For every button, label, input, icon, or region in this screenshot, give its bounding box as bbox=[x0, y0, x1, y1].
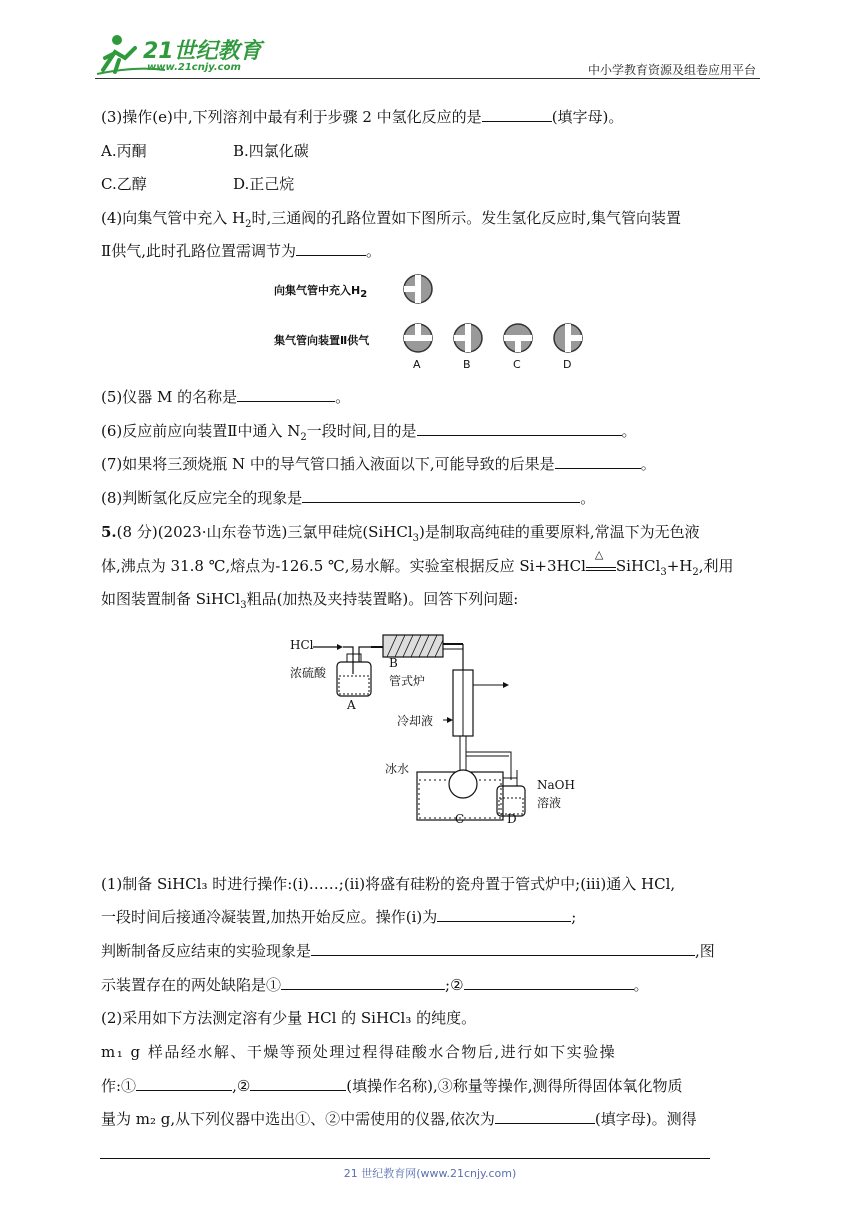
valve-opt-b-label: B bbox=[463, 358, 471, 371]
q3-stem bbox=[101, 107, 623, 127]
valve-option-a-icon bbox=[404, 324, 432, 352]
q6-end: 。 bbox=[621, 422, 637, 440]
p5q2-line4 bbox=[101, 1109, 697, 1129]
q4-answer-blank[interactable] bbox=[296, 241, 366, 256]
logo-text: 21世纪教育 bbox=[143, 39, 262, 64]
valve-opt-d-label: D bbox=[563, 358, 572, 371]
p5q2-line1: (2)采用如下方法测定溶有少量 HCl 的 SiHCl₃ 的纯度。 bbox=[101, 1009, 477, 1027]
naoh-label: NaOH bbox=[537, 778, 575, 792]
logo-url: www.21cnjy.com bbox=[147, 62, 241, 73]
p5q1-op-blank[interactable] bbox=[437, 907, 571, 922]
hcl-label: HCl bbox=[290, 638, 314, 652]
valve-opt-c-label: C bbox=[513, 358, 521, 371]
solution-label: 溶液 bbox=[537, 796, 562, 810]
q3-stem-text: (3)操作(e)中,下列溶剂中最有利于步骤 2 中氢化反应的是 bbox=[101, 108, 482, 126]
q7-answer-blank[interactable] bbox=[555, 454, 641, 469]
q8-text: (8)判断氢化反应完全的现象是 bbox=[101, 489, 303, 507]
p5-number: 5. bbox=[101, 523, 117, 541]
p5q1-line4 bbox=[101, 975, 649, 995]
p5q1-l2-text: 一段时间后接通冷凝装置,加热开始反应。操作(ⅰ)为 bbox=[101, 908, 438, 926]
furnace-label: 管式炉 bbox=[389, 674, 426, 688]
p5q2-l3-a: 作:① bbox=[101, 1077, 137, 1095]
p5-line1: 5.(8 分)(2023·山东卷节选)三氯甲硅烷(SiHCl$_3$)是制取高纯硅的重要原料,常温下为无色液 bbox=[101, 523, 700, 544]
site-logo[interactable] bbox=[95, 30, 265, 78]
valve-label-fill: 向集气管中充入$H_2$ bbox=[274, 284, 368, 301]
p5q2-line3 bbox=[101, 1076, 683, 1096]
q8 bbox=[101, 488, 595, 508]
p5-l2-a: 体,沸点为 31.8 ℃,熔点为-126.5 ℃,易水解。实验室根据反应 Si+3HCl bbox=[101, 557, 586, 575]
p5-l3-a: 如图装置制备 SiHCl bbox=[101, 590, 241, 608]
label-b: B bbox=[389, 656, 398, 670]
q5-answer-blank[interactable] bbox=[237, 387, 335, 402]
footer-divider bbox=[100, 1158, 710, 1159]
p5q2-l4-a: 量为 m₂ g,从下列仪器中选出①、②中需使用的仪器,依次为 bbox=[101, 1110, 495, 1128]
label-d: D bbox=[507, 812, 517, 826]
q4-line2-a: Ⅱ供气,此时孔路位置需调节为 bbox=[101, 242, 296, 260]
p5q1-l3-text: 判断制备反应结束的实验现象是 bbox=[101, 942, 312, 960]
valve-fill-icon bbox=[404, 275, 432, 303]
q3-opt-a: A.丙酮 bbox=[101, 142, 147, 160]
p5q2-l3-b: ,② bbox=[232, 1077, 251, 1095]
q7-end: 。 bbox=[640, 455, 656, 473]
p5q2-op1-blank[interactable] bbox=[136, 1076, 232, 1091]
q5-text: (5)仪器 M 的名称是 bbox=[101, 388, 238, 406]
valve-option-c-icon bbox=[504, 324, 532, 352]
valve-option-b-icon bbox=[454, 324, 482, 352]
p5q1-phenomenon-blank[interactable] bbox=[311, 941, 695, 956]
apparatus-figure bbox=[285, 630, 595, 830]
q5-end: 。 bbox=[335, 388, 351, 406]
p5q1-l2-end: ; bbox=[571, 908, 577, 926]
q3-answer-blank[interactable] bbox=[482, 107, 552, 122]
valve-option-d-icon bbox=[554, 324, 582, 352]
p5q1-defect2-blank[interactable] bbox=[464, 975, 634, 990]
p5q1-line2 bbox=[101, 907, 576, 927]
p5-l3-b: 粗品(加热及夹持装置略)。回答下列问题: bbox=[246, 590, 519, 608]
q3-opt-c: C.乙醇 bbox=[101, 175, 147, 193]
sulfuric-acid-label: 浓硫酸 bbox=[290, 666, 327, 680]
q3-stem-end: (填字母)。 bbox=[551, 108, 624, 126]
valve-label-supply: 集气管向装置Ⅱ供气 bbox=[274, 334, 370, 347]
p5q1-l4-end: 。 bbox=[633, 976, 649, 994]
reaction-arrow bbox=[586, 548, 616, 571]
q5 bbox=[101, 387, 350, 407]
q4-line2-b: 。 bbox=[365, 242, 381, 260]
valve-figure bbox=[270, 272, 590, 377]
q3-opt-d: D.正己烷 bbox=[233, 175, 295, 193]
q8-answer-blank[interactable] bbox=[302, 488, 580, 503]
q7 bbox=[101, 454, 656, 474]
q6-text-a: (6)反应前应向装置Ⅱ中通入 N bbox=[101, 422, 301, 440]
platform-title: 中小学教育资源及组卷应用平台 bbox=[587, 63, 756, 77]
p5q2-line2: m₁ g 样品经水解、干燥等预处理过程得硅酸水合物后,进行如下实验操 bbox=[101, 1043, 617, 1061]
q6-text-b: 一段时间,目的是 bbox=[306, 422, 417, 440]
p5-l2-b: SiHCl bbox=[615, 557, 661, 575]
p5q2-l3-c: (填操作名称),③称量等操作,测得所得固体氧化物质 bbox=[346, 1077, 683, 1095]
label-c: C bbox=[455, 812, 465, 826]
q8-end: 。 bbox=[580, 489, 596, 507]
p5q1-l4-text: 示装置存在的两处缺陷是① bbox=[101, 976, 282, 994]
p5q1-defect1-blank[interactable] bbox=[281, 975, 445, 990]
q7-text: (7)如果将三颈烧瓶 N 中的导气管口插入液面以下,可能导致的后果是 bbox=[101, 455, 555, 473]
p5q1-l3-end: ,图 bbox=[695, 942, 715, 960]
coolant-label: 冷却液 bbox=[397, 714, 434, 728]
ice-water-label: 冰水 bbox=[385, 762, 410, 776]
q4-line1-a: (4)向集气管中充入 H bbox=[101, 209, 246, 227]
p5q1-line3 bbox=[101, 941, 715, 961]
q6-answer-blank[interactable] bbox=[417, 421, 622, 436]
footer-link[interactable]: 21 世纪教育网(www.21cnjy.com) bbox=[343, 1167, 517, 1180]
header-divider bbox=[95, 78, 760, 79]
p5-line2: 体,沸点为 31.8 ℃,熔点为-126.5 ℃,易水解。实验室根据反应 Si+3HCl △ $SiHCl_3+H_2$,利用 bbox=[101, 556, 734, 583]
q4-line1: (4)向集气管中充入 $H_2$时,三通阀的孔路位置如下图所示。发生氢化反应时,集气管向装置 bbox=[101, 209, 682, 230]
p5q2-instrument-blank[interactable] bbox=[495, 1109, 595, 1124]
p5q2-op2-blank[interactable] bbox=[250, 1076, 346, 1091]
p5q1-line1: (1)制备 SiHCl₃ 时进行操作:(ⅰ)……;(ⅱ)将盛有硅粉的瓷舟置于管式炉中;(ⅲ)通入 HCl, bbox=[101, 875, 676, 893]
valve-opt-a-label: A bbox=[413, 358, 421, 371]
p5-line3: 如图装置制备 SiHCl$_3$粗品(加热及夹持装置略)。回答下列问题: bbox=[101, 590, 519, 611]
p5-l1-b: )是制取高纯硅的重要原料,常温下为无色液 bbox=[419, 523, 700, 541]
p5q2-l4-b: (填字母)。测得 bbox=[594, 1110, 697, 1128]
p5q1-l4-mid: ;② bbox=[445, 976, 464, 994]
p5-l2-c: +H bbox=[666, 557, 693, 575]
label-a: A bbox=[347, 698, 356, 712]
q4-line2 bbox=[101, 241, 381, 261]
heat-symbol: △ bbox=[594, 548, 604, 561]
q6: (6)反应前应向装置Ⅱ中通入 $N_2$一段时间,目的是 。 bbox=[101, 422, 637, 443]
p5-l2-d: ,利用 bbox=[698, 557, 734, 575]
p5-l1-a: (8 分)(2023·山东卷节选)三氯甲硅烷(SiHCl bbox=[116, 523, 413, 541]
q3-opt-b: B.四氯化碳 bbox=[233, 142, 309, 160]
q4-line1-b: 时,三通阀的孔路位置如下图所示。发生氢化反应时,集气管向装置 bbox=[251, 209, 682, 227]
valve-diagrams bbox=[270, 272, 590, 377]
